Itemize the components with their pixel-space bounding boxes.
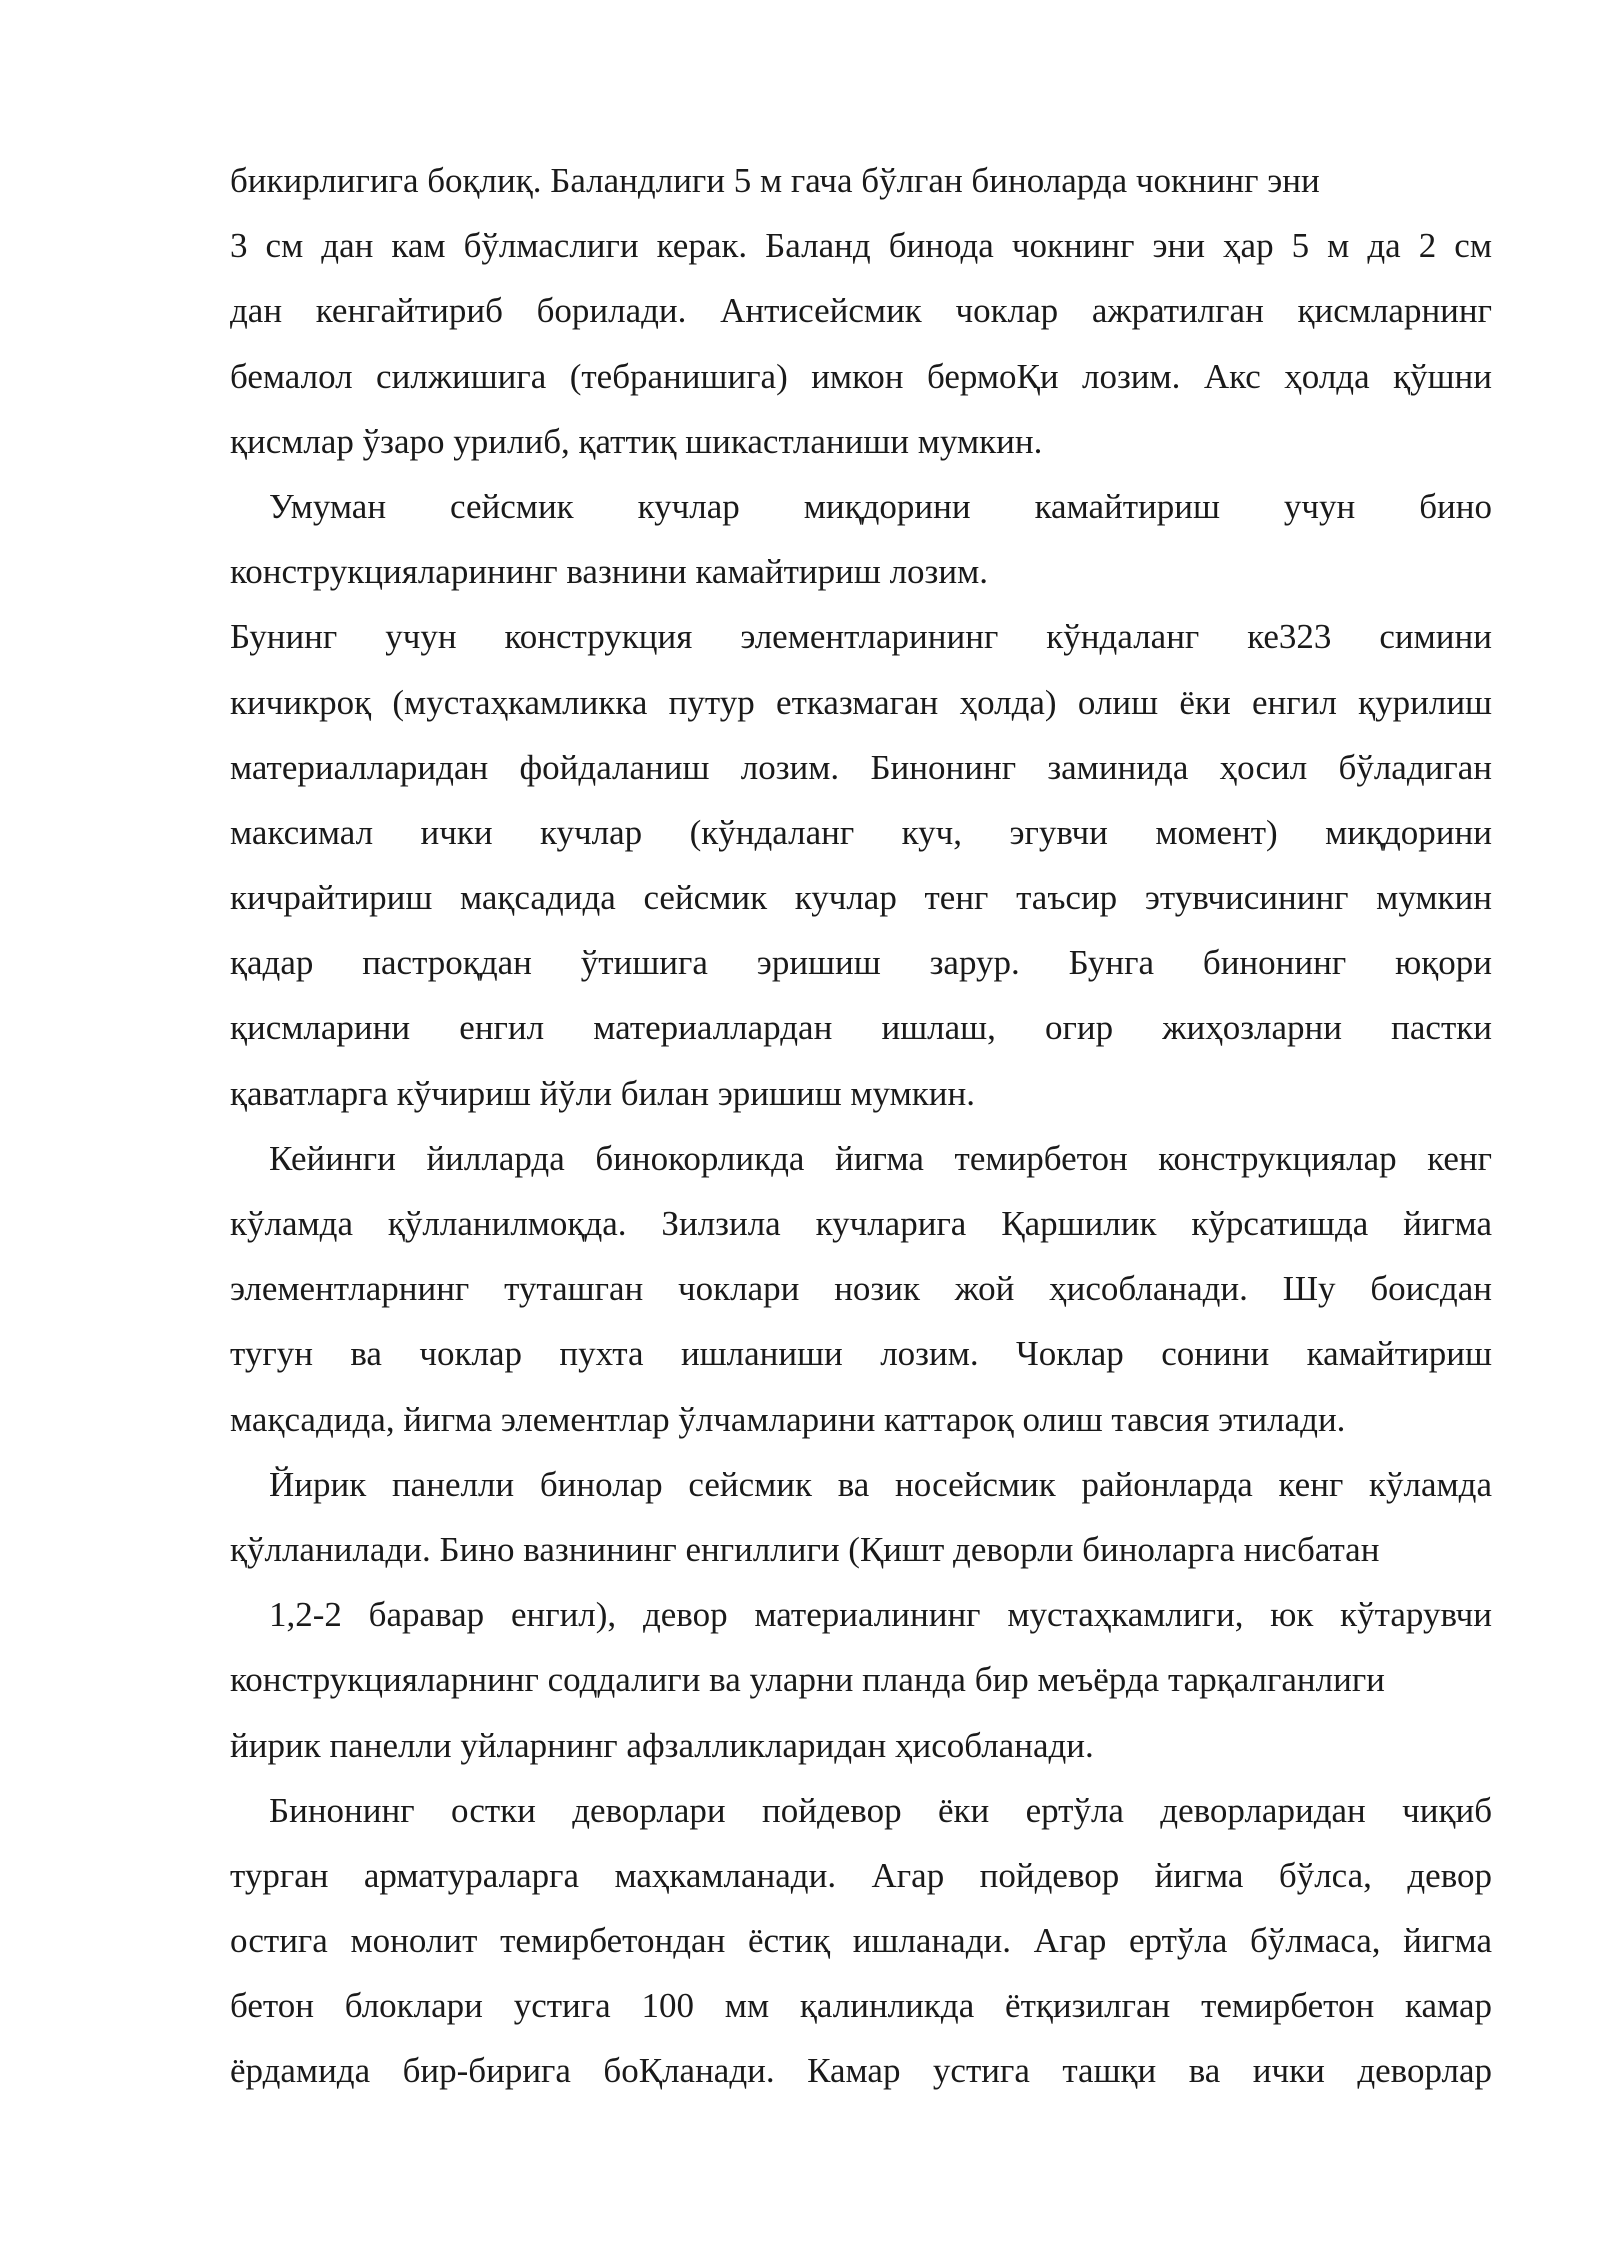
text-line: бемалол силжишига (тебранишига) имкон бермоҚи лозим. Акс ҳолда қўшни xyxy=(230,356,1492,396)
text-line: қисмлар ўзаро урилиб, қаттиқ шикастланиши мумкин. xyxy=(230,421,1043,461)
text-line: бетон блоклари устига 100 мм қалинликда ётқизилган темирбетон камар xyxy=(230,1986,1492,2026)
text-line: Бинонинг остки деворлари пойдевор ёки ертўла деворларидан чиқиб xyxy=(269,1790,1492,1830)
text-line: қисмларини енгил материаллардан ишлаш, огир жиҳозларни пастки xyxy=(230,1008,1492,1048)
text-line: мақсадида, йигма элементлар ўлчамларини каттароқ олиш тавсия этилади. xyxy=(230,1399,1346,1439)
text-line: қаватларга кўчириш йўли билан эришиш мумкин. xyxy=(230,1073,975,1113)
text-line: 3 см дан кам бўлмаслиги керак. Баланд бинода чокнинг эни ҳар 5 м да 2 см xyxy=(230,226,1492,266)
text-line: Умуман сейсмик кучлар миқдорини камайтириш учун бино xyxy=(269,486,1492,526)
text-line: бикирлигига боқлиқ. Баландлиги 5 м гача бўлган биноларда чокнинг эни xyxy=(230,161,1320,200)
text-line: максимал ички кучлар (кўндаланг куч, эгувчи момент) миқдорини xyxy=(230,812,1492,852)
text-line: йирик панелли уйларнинг афзалликларидан ҳисобланади. xyxy=(230,1725,1094,1765)
text-line: конструкцияларнинг соддалиги ва уларни планда бир меъёрда тарқалганлиги xyxy=(230,1660,1385,1700)
text-line: қадар пастроқдан ўтишига эришиш зарур. Бунга бинонинг юқори xyxy=(230,943,1492,983)
text-line: турган арматураларга маҳкамланади. Агар пойдевор йигма бўлса, девор xyxy=(230,1855,1492,1895)
text-line: материалларидан фойдаланиш лозим. Бинонинг заминида ҳосил бўладиган xyxy=(230,747,1492,787)
text-line: дан кенгайтириб борилади. Антисейсмик чоклар ажратилган қисмларнинг xyxy=(230,291,1492,331)
text-line: 1,2-2 баравар енгил), девор материалининг мустаҳкамлиги, юк кўтарувчи xyxy=(269,1595,1492,1635)
text-line: кичрайтириш мақсадида сейсмик кучлар тенг таъсир этувчисининг мумкин xyxy=(230,878,1492,918)
text-line: кўламда қўлланилмоқда. Зилзила кучларига Қаршилик кўрсатишда йигма xyxy=(230,1204,1492,1243)
text-line: қўлланилади. Бино вазнининг енгиллиги (Қишт деворли биноларга нисбатан xyxy=(230,1529,1380,1569)
text-line: кичикроқ (мустаҳкамликка путур етказмаган ҳолда) олиш ёки енгил қурилиш xyxy=(230,682,1492,722)
text-line: конструкцияларининг вазнини камайтириш лозим. xyxy=(230,552,989,592)
text-line: тугун ва чоклар пухта ишланиши лозим. Чоклар сонини камайтириш xyxy=(230,1334,1492,1374)
text-line: Кейинги йилларда бинокорликда йигма темирбетон конструкциялар кенг xyxy=(269,1138,1492,1178)
text-line: остига монолит темирбетондан ёстиқ ишланади. Агар ертўла бўлмаса, йигма xyxy=(230,1921,1492,1961)
text-line: Йирик панелли бинолар сейсмик ва носейсмик районларда кенг кўламда xyxy=(269,1464,1492,1504)
text-line: элементларнинг туташган чоклари нозик жой ҳисобланади. Шу боисдан xyxy=(230,1269,1492,1309)
text-line: ёрдамида бир-бирига боҚланади. Камар устига ташқи ва ички деворлар xyxy=(230,2051,1492,2091)
document-text-body xyxy=(230,148,1492,2104)
text-line: Бунинг учун конструкция элементларининг кўндаланг ке323 симини xyxy=(230,617,1492,657)
